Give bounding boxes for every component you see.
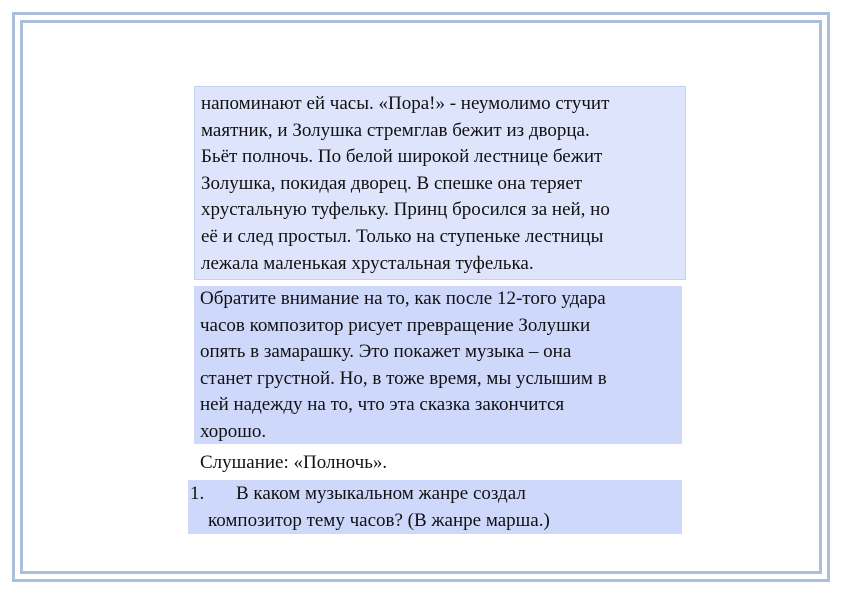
text-line: станет грустной. Но, в тоже время, мы услышим в: [200, 367, 607, 389]
question-number: 1.: [190, 483, 205, 504]
text-line: лежала маленькая хрустальная туфелька.: [201, 252, 534, 274]
text-line: опять в замарашку. Это покажет музыка – она: [200, 341, 572, 363]
text-line: её и след простыл. Только на ступеньке лестницы: [201, 225, 604, 247]
listening-text: Слушание: «Полночь».: [200, 452, 388, 473]
text-line: Обратите внимание на то, как после 12-того удара: [200, 288, 606, 309]
text-line: часов композитор рисует превращение Золушки: [200, 314, 591, 336]
story-paragraph: [194, 86, 686, 280]
text-line: Бьёт полночь. По белой широкой лестнице бежит: [201, 146, 603, 168]
question-text-line2: композитор тему часов? (В жанре марша.): [208, 509, 550, 531]
question-item: [188, 480, 682, 534]
text-line: Золушка, покидая дворец. В спешке она теряет: [201, 172, 583, 194]
text-line: маятник, и Золушка стремглав бежит из дворца.: [201, 119, 590, 141]
text-line: хрустальную туфельку. Принц бросился за ней, но: [201, 199, 610, 221]
instruction-paragraph: [194, 286, 682, 444]
listening-line: [194, 446, 682, 478]
text-line: напоминают ей часы. «Пора!» - неумолимо стучит: [201, 93, 610, 114]
question-text-line1: В каком музыкальном жанре создал: [236, 483, 526, 504]
text-line: хорошо.: [200, 420, 267, 442]
text-line: ней надежду на то, что эта сказка закончится: [200, 394, 565, 416]
